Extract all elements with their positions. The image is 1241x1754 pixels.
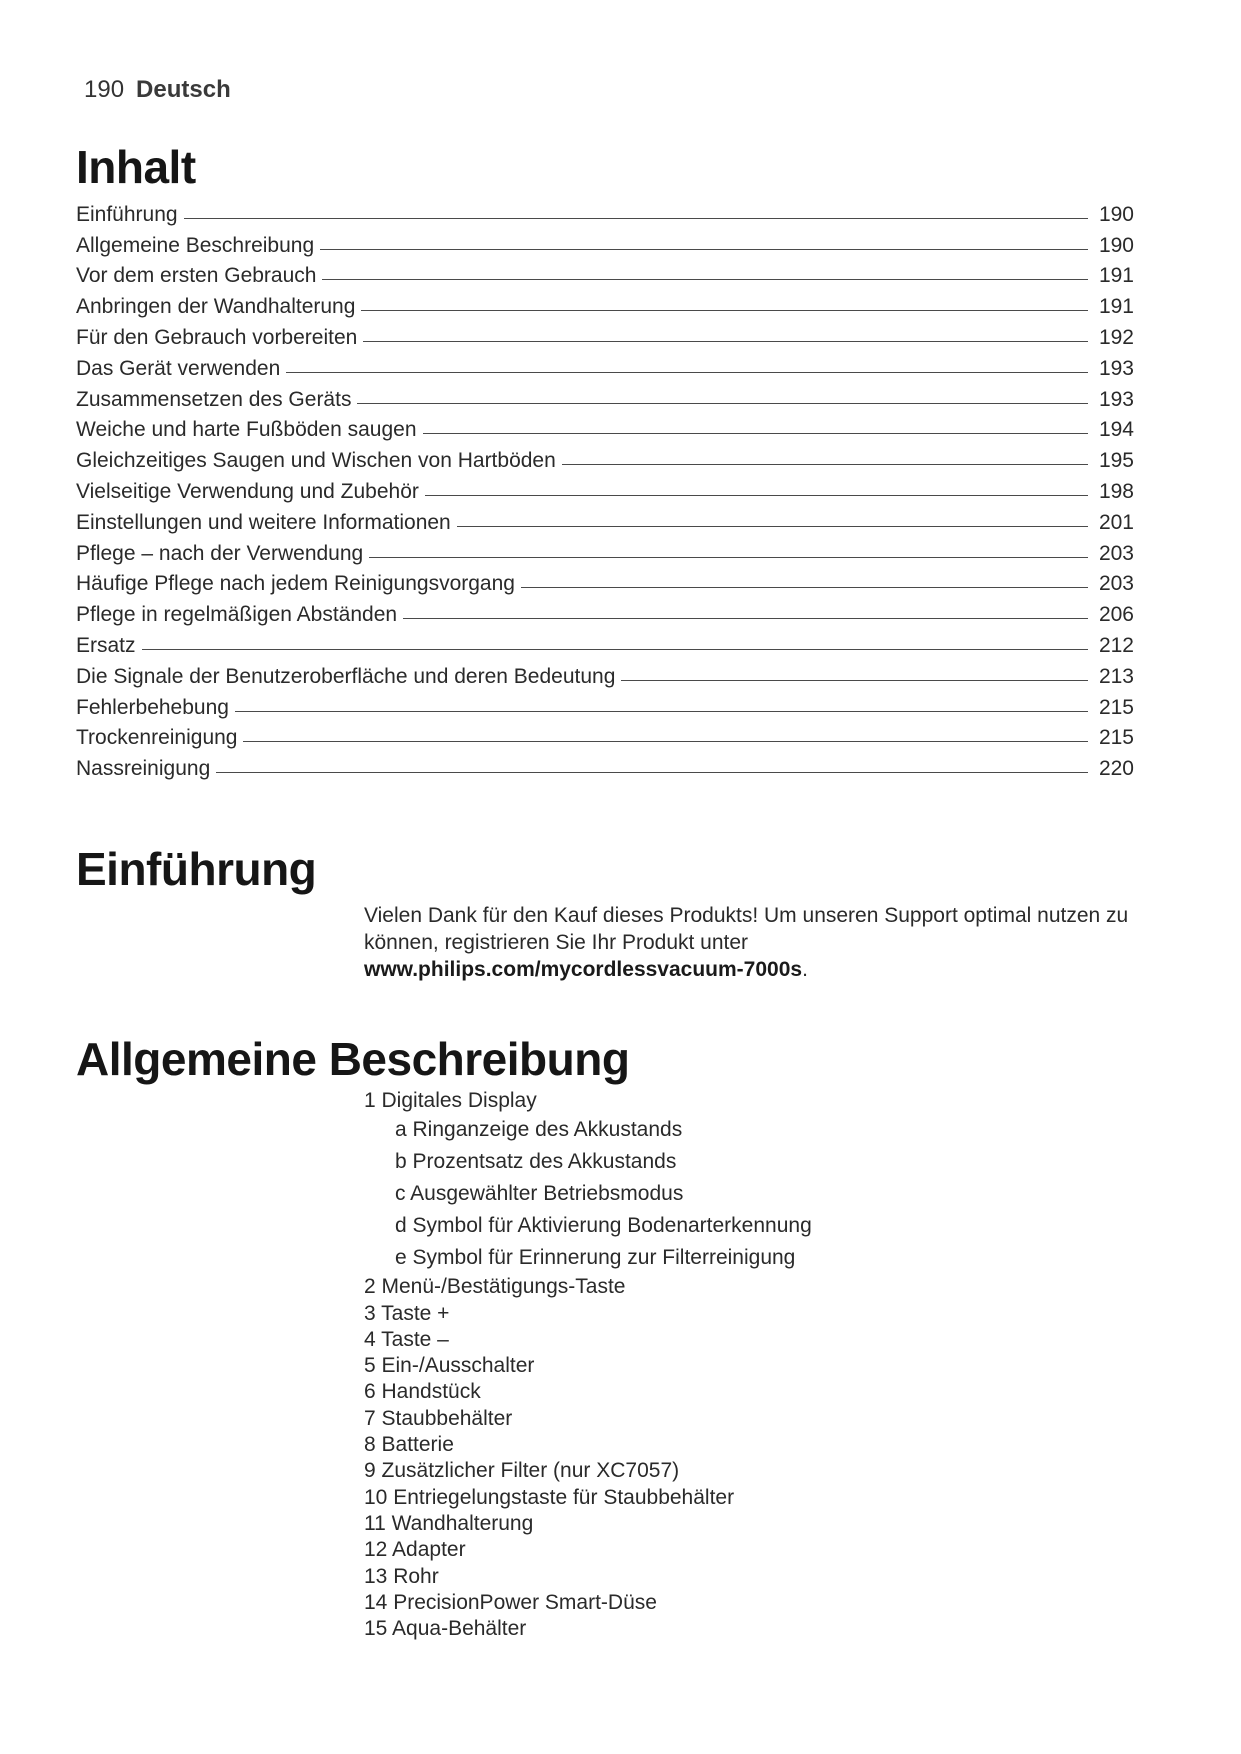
toc-entry[interactable] xyxy=(76,658,1134,689)
intro-period: . xyxy=(802,958,808,981)
toc-entry-title: Das Gerät verwenden xyxy=(76,356,281,380)
toc-entry[interactable] xyxy=(76,412,1134,443)
toc-leader-line xyxy=(216,772,1088,773)
toc-entry-page: 203 xyxy=(1098,541,1134,565)
parts-sub-item: d Symbol für Aktivierung Bodenarterkennung xyxy=(395,1214,812,1238)
toc-entry-title: Vor dem ersten Gebrauch xyxy=(76,264,317,288)
toc-entry-title: Gleichzeitiges Saugen und Wischen von Hartböden xyxy=(76,449,556,473)
toc-entry[interactable] xyxy=(76,288,1134,319)
toc-entry-title: Pflege in regelmäßigen Abständen xyxy=(76,603,398,627)
toc-entry-page: 194 xyxy=(1098,418,1134,442)
toc-entry-title: Anbringen der Wandhalterung xyxy=(76,295,356,319)
toc-entry[interactable] xyxy=(76,627,1134,658)
toc-entry[interactable] xyxy=(76,596,1134,627)
parts-item: 7 Staubbehälter xyxy=(364,1406,513,1430)
parts-item: 6 Handstück xyxy=(364,1380,481,1404)
parts-item: 15 Aqua-Behälter xyxy=(364,1617,527,1641)
toc-entry[interactable] xyxy=(76,227,1134,258)
toc-entry-title: Vielseitige Verwendung und Zubehör xyxy=(76,479,419,503)
table-of-contents xyxy=(76,196,1134,781)
toc-leader-line xyxy=(363,341,1088,342)
parts-item: 4 Taste – xyxy=(364,1327,449,1351)
toc-entry[interactable] xyxy=(76,350,1134,381)
parts-item: 13 Rohr xyxy=(364,1564,439,1588)
toc-entry-title: Weiche und harte Fußböden saugen xyxy=(76,418,417,442)
toc-leader-line xyxy=(322,279,1088,280)
parts-item: 1 Digitales Display xyxy=(364,1089,537,1112)
toc-entry-page: 198 xyxy=(1098,479,1134,503)
toc-entry-page: 206 xyxy=(1098,603,1134,627)
toc-entry-title: Allgemeine Beschreibung xyxy=(76,233,315,257)
parts-list xyxy=(364,1088,812,1642)
intro-text: Vielen Dank für den Kauf dieses Produkts! Um unseren Support optimal nutzen zu können, registrieren Sie Ihr Produkt unter xyxy=(364,904,1129,954)
toc-entry-title: Nassreinigung xyxy=(76,757,211,781)
parts-sub-item: c Ausgewählter Betriebsmodus xyxy=(395,1182,684,1206)
parts-item: 3 Taste + xyxy=(364,1301,450,1325)
registration-url[interactable]: www.philips.com/mycordlessvacuum-7000s xyxy=(364,958,803,981)
toc-entry-page: 190 xyxy=(1098,233,1134,257)
parts-item: 9 Zusätzlicher Filter (nur XC7057) xyxy=(364,1459,680,1483)
parts-item: 12 Adapter xyxy=(364,1538,466,1562)
parts-item: 5 Ein-/Ausschalter xyxy=(364,1354,535,1378)
toc-leader-line xyxy=(521,587,1088,588)
toc-entry-title: Ersatz xyxy=(76,633,136,657)
toc-entry-title: Fehlerbehebung xyxy=(76,695,229,719)
language-label: Deutsch xyxy=(136,76,231,103)
toc-entry-page: 191 xyxy=(1098,264,1134,288)
parts-sub-item: e Symbol für Erinnerung zur Filterreinigung xyxy=(395,1246,796,1270)
parts-item: 11 Wandhalterung xyxy=(364,1511,534,1535)
toc-entry-title: Einstellungen und weitere Informationen xyxy=(76,510,451,534)
toc-leader-line xyxy=(142,649,1088,650)
toc-entry-page: 191 xyxy=(1098,295,1134,319)
toc-leader-line xyxy=(357,403,1088,404)
toc-entry[interactable] xyxy=(76,473,1134,504)
toc-entry[interactable] xyxy=(76,504,1134,535)
toc-leader-line xyxy=(562,464,1088,465)
running-head xyxy=(84,76,231,104)
toc-entry-page: 190 xyxy=(1098,202,1134,226)
toc-entry[interactable] xyxy=(76,381,1134,412)
toc-entry[interactable] xyxy=(76,720,1134,751)
parts-item: 2 Menü-/Bestätigungs-Taste xyxy=(364,1275,626,1299)
toc-leader-line xyxy=(621,680,1088,681)
toc-title: Inhalt xyxy=(76,141,196,193)
toc-leader-line xyxy=(286,372,1088,373)
toc-leader-line xyxy=(425,495,1088,496)
toc-entry-title: Zusammensetzen des Geräts xyxy=(76,387,352,411)
intro-paragraph xyxy=(364,902,1164,983)
toc-entry-page: 215 xyxy=(1098,726,1134,750)
parts-item: 14 PrecisionPower Smart-Düse xyxy=(364,1590,657,1614)
toc-entry-page: 201 xyxy=(1098,510,1134,534)
toc-entry[interactable] xyxy=(76,196,1134,227)
toc-entry-page: 213 xyxy=(1098,664,1134,688)
toc-entry-page: 203 xyxy=(1098,572,1134,596)
parts-sub-item: a Ringanzeige des Akkustands xyxy=(395,1118,683,1142)
toc-entry-page: 193 xyxy=(1098,356,1134,380)
toc-entry-page: 212 xyxy=(1098,633,1134,657)
toc-entry-title: Für den Gebrauch vorbereiten xyxy=(76,325,358,349)
page-number: 190 xyxy=(84,76,125,103)
toc-entry[interactable] xyxy=(76,258,1134,289)
parts-item: 8 Batterie xyxy=(364,1433,454,1457)
toc-entry-title: Einführung xyxy=(76,202,178,226)
toc-entry-title: Trockenreinigung xyxy=(76,726,238,750)
toc-entry-title: Pflege – nach der Verwendung xyxy=(76,541,364,565)
toc-entry-page: 220 xyxy=(1098,757,1134,781)
toc-leader-line xyxy=(403,618,1088,619)
toc-entry-page: 195 xyxy=(1098,449,1134,473)
toc-leader-line xyxy=(361,310,1088,311)
toc-leader-line xyxy=(423,433,1088,434)
toc-leader-line xyxy=(457,526,1088,527)
toc-entry-title: Die Signale der Benutzeroberfläche und deren Bedeutung xyxy=(76,664,616,688)
section-title-introduction: Einführung xyxy=(76,843,317,895)
toc-entry-page: 192 xyxy=(1098,325,1134,349)
toc-leader-line xyxy=(320,249,1088,250)
toc-entry-page: 215 xyxy=(1098,695,1134,719)
parts-item: 10 Entriegelungstaste für Staubbehälter xyxy=(364,1485,735,1509)
toc-leader-line xyxy=(184,218,1088,219)
toc-entry-title: Häufige Pflege nach jedem Reinigungsvorgang xyxy=(76,572,515,596)
section-title-general-description: Allgemeine Beschreibung xyxy=(76,1033,630,1085)
toc-leader-line xyxy=(235,711,1088,712)
toc-entry[interactable] xyxy=(76,566,1134,597)
toc-leader-line xyxy=(243,741,1088,742)
toc-entry[interactable] xyxy=(76,750,1134,781)
toc-entry[interactable] xyxy=(76,535,1134,566)
toc-entry-page: 193 xyxy=(1098,387,1134,411)
toc-entry[interactable] xyxy=(76,319,1134,350)
parts-sub-item: b Prozentsatz des Akkustands xyxy=(395,1150,677,1174)
toc-entry[interactable] xyxy=(76,442,1134,473)
toc-leader-line xyxy=(369,557,1088,558)
toc-entry[interactable] xyxy=(76,689,1134,720)
